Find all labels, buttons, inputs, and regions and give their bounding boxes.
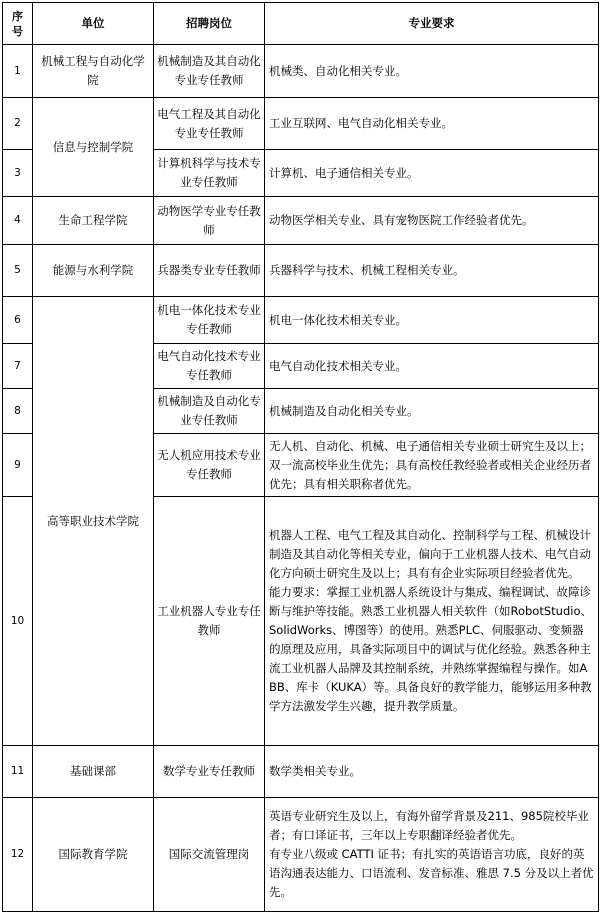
requirement-cell: 机械类、自动化相关专业。: [265, 45, 599, 98]
requirement-paragraph: 能力要求：掌握工业机器人系统设计与集成、编程调试、故障诊断与维护等技能。熟悉工业机器人相关软件（如RobotStudio、SolidWorks、博图等）的使用。熟悉PLC、伺服驱动、变频器的原理及应用，具备实际项目中的调试与优化经验。熟悉各种主流工业机器人品牌及其控制系统，并熟练掌握编程与操作。如ABB、库卡（KUKA）等。具备良好的教学能力，能够运用多种教学方法激发学生兴趣，提升教学质量。: [269, 585, 592, 713]
position-cell: 电气自动化技术专业专任教师: [154, 344, 265, 389]
row-number: 10: [3, 497, 33, 746]
requirement-cell: 动物医学相关专业、具有宠物医院工作经验者优先。: [265, 197, 599, 245]
header-unit: 单位: [33, 3, 154, 45]
row-number: 2: [3, 98, 33, 150]
position-cell: 工业机器人专业专任教师: [154, 497, 265, 746]
row-number: 11: [3, 746, 33, 798]
position-cell: 国际交流管理岗: [154, 798, 265, 912]
table-row: [3, 197, 599, 245]
table-row: [3, 45, 599, 98]
requirement-cell: 无人机、自动化、机械、电子通信相关专业硕士研究生及以上；双一流高校毕业生优先；具有高校任教经验者或相关企业经历者优先；具有相关职称者优先。: [265, 434, 599, 497]
row-number: 5: [3, 245, 33, 297]
table-row: [3, 98, 599, 150]
table-row: [3, 297, 599, 344]
row-number: 1: [3, 45, 33, 98]
requirement-cell: 计算机、电子通信相关专业。: [265, 150, 599, 197]
requirement-cell: [265, 798, 599, 912]
header-row: [3, 3, 599, 45]
row-number: 4: [3, 197, 33, 245]
table-row: [3, 245, 599, 297]
row-number: 8: [3, 389, 33, 434]
unit-cell: 信息与控制学院: [33, 98, 154, 197]
position-cell: 动物医学专业专任教师: [154, 197, 265, 245]
requirement-cell: 电气自动化技术相关专业。: [265, 344, 599, 389]
table-row: [3, 798, 599, 912]
requirement-paragraph: 英语专业研究生及以上，有海外留学背景及211、985院校毕业者；有口译证书，三年以上专职翻译经验者优先。: [269, 809, 589, 842]
requirement-cell: 兵器科学与技术、机械工程相关专业。: [265, 245, 599, 297]
recruitment-table: [2, 2, 599, 912]
unit-cell: 生命工程学院: [33, 197, 154, 245]
unit-cell: 国际教育学院: [33, 798, 154, 912]
row-number: 7: [3, 344, 33, 389]
position-cell: 数学专业专任教师: [154, 746, 265, 798]
row-number: 9: [3, 434, 33, 497]
position-cell: 机械制造及其自动化专业专任教师: [154, 45, 265, 98]
position-cell: 电气工程及其自动化专业专任教师: [154, 98, 265, 150]
requirement-cell: 机电一体化技术相关专业。: [265, 297, 599, 344]
requirement-cell: 工业互联网、电气自动化相关专业。: [265, 98, 599, 150]
position-cell: 无人机应用技术专业专任教师: [154, 434, 265, 497]
unit-cell: 机械工程与自动化学院: [33, 45, 154, 98]
requirement-cell: [265, 497, 599, 746]
header-requirement: 专业要求: [265, 3, 599, 45]
header-index: 序号: [3, 3, 33, 45]
requirement-paragraph: 有专业八级或 CATTI 证书；有扎实的英语语言功底，良好的英语沟通表达能力、口语流利、发音标准、雅思 7.5 分及以上者优先。: [269, 847, 594, 899]
requirement-cell: 数学类相关专业。: [265, 746, 599, 798]
unit-cell: 能源与水利学院: [33, 245, 154, 297]
position-cell: 机电一体化技术专业专任教师: [154, 297, 265, 344]
row-number: 12: [3, 798, 33, 912]
row-number: 6: [3, 297, 33, 344]
row-number: 3: [3, 150, 33, 197]
table-row: [3, 746, 599, 798]
unit-cell: 高等职业技术学院: [33, 297, 154, 746]
position-cell: 机械制造及自动化专业专任教师: [154, 389, 265, 434]
unit-cell: 基础课部: [33, 746, 154, 798]
position-cell: 兵器类专业专任教师: [154, 245, 265, 297]
requirement-cell: 机械制造及自动化相关专业。: [265, 389, 599, 434]
requirement-paragraph: 机器人工程、电气工程及其自动化、控制科学与工程、机械设计制造及其自动化等相关专业，偏向于工业机器人技术、电气自动化方向硕士研究生及以上；具有有企业实际项目经验者优先。: [269, 528, 591, 580]
position-cell: 计算机科学与技术专业专任教师: [154, 150, 265, 197]
header-position: 招聘岗位: [154, 3, 265, 45]
